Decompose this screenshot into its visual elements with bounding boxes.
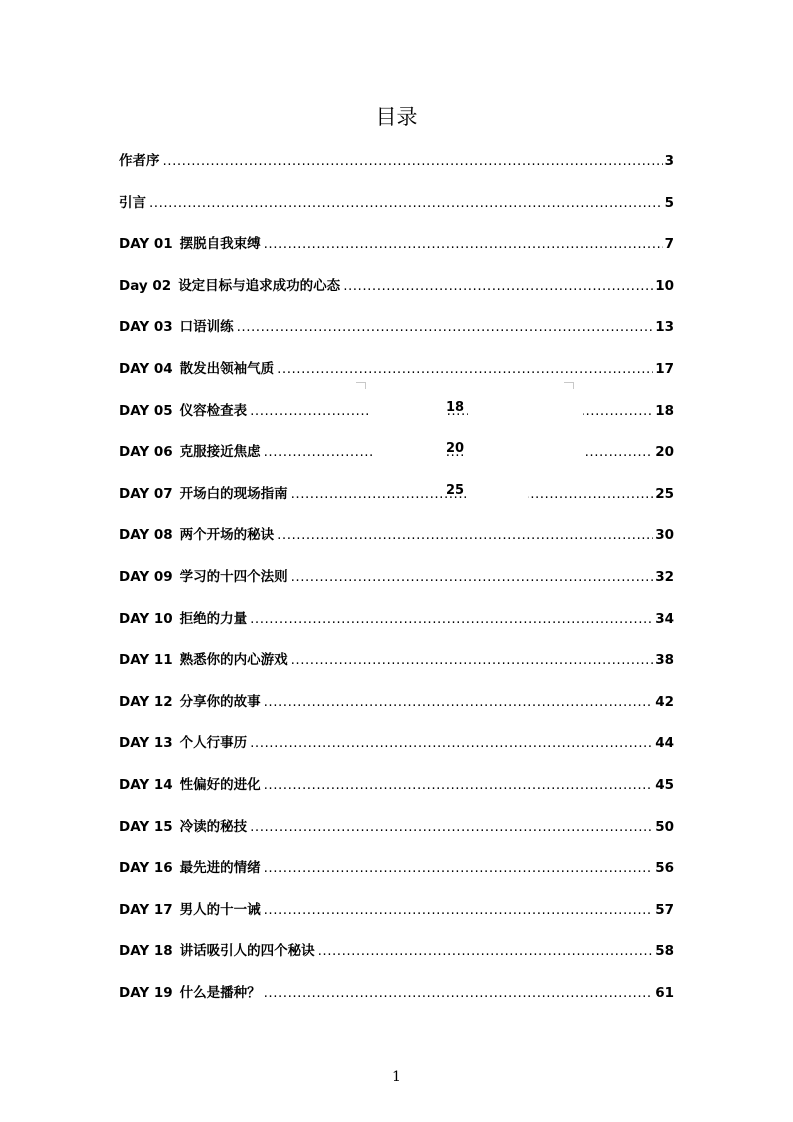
toc-dot-leader <box>291 564 654 590</box>
toc-entry-page: 18 <box>655 402 674 419</box>
toc-entry[interactable] <box>119 314 674 356</box>
stray-page-number: 20 <box>446 441 465 456</box>
toc-entry-day: DAY 10 <box>119 610 173 627</box>
toc-entry[interactable] <box>119 938 674 980</box>
toc-entry-title: 口语训练 <box>179 319 234 336</box>
toc-entry-day: DAY 14 <box>119 776 173 793</box>
toc-entry-title: 两个开场的秘诀 <box>179 527 275 544</box>
toc-entry-page: 20 <box>655 444 674 461</box>
table-of-contents <box>119 148 674 1021</box>
toc-dot-leader <box>163 148 663 174</box>
toc-entry-page: 56 <box>655 860 674 877</box>
page-number: 1 <box>392 1069 401 1085</box>
toc-entry-title: 设定目标与追求成功的心态 <box>178 277 341 294</box>
scan-artifact-patch <box>374 440 446 462</box>
toc-entry-page: 58 <box>655 943 674 960</box>
toc-entry-page: 3 <box>664 153 674 169</box>
toc-entry-title: 拒绝的力量 <box>179 610 248 627</box>
toc-dot-leader <box>318 938 654 964</box>
toc-entry-page: 61 <box>655 984 674 1001</box>
toc-entry-day: DAY 16 <box>119 860 173 877</box>
toc-entry-page: 42 <box>655 693 674 710</box>
scan-artifact-mark <box>564 382 574 383</box>
toc-entry-page: 34 <box>655 610 674 627</box>
scan-artifact-patch <box>468 396 583 424</box>
toc-entry-day: DAY 03 <box>119 319 173 336</box>
toc-entry-day: Day 02 <box>119 277 172 294</box>
toc-entry-title: 作者序 <box>119 153 160 169</box>
scan-artifact-patch <box>466 436 584 464</box>
toc-entry-title: 仪容检查表 <box>179 402 248 419</box>
toc-entry-day: DAY 04 <box>119 360 173 377</box>
toc-entry-page: 25 <box>655 485 674 502</box>
toc-entry-page: 44 <box>655 735 674 752</box>
toc-entry[interactable] <box>119 730 674 772</box>
toc-entry[interactable] <box>119 814 674 856</box>
toc-entry[interactable] <box>119 231 674 273</box>
toc-entry[interactable] <box>119 772 674 814</box>
toc-dot-leader <box>250 606 653 632</box>
scan-artifact-patch <box>368 374 580 398</box>
toc-entry-day: DAY 09 <box>119 568 173 585</box>
toc-entry-page: 17 <box>655 360 674 377</box>
toc-dot-leader <box>237 314 654 340</box>
stray-page-number: 25 <box>446 483 465 498</box>
toc-entry[interactable] <box>119 190 674 232</box>
toc-entry[interactable] <box>119 647 674 689</box>
toc-dot-leader <box>264 231 663 257</box>
toc-entry-day: DAY 11 <box>119 652 173 669</box>
toc-entry-day: DAY 12 <box>119 693 173 710</box>
toc-entry[interactable] <box>119 689 674 731</box>
toc-entry[interactable] <box>119 606 674 648</box>
toc-dot-leader <box>343 273 653 299</box>
toc-entry-title: 性偏好的进化 <box>179 776 261 793</box>
page-title: 目录 <box>375 105 418 129</box>
toc-entry[interactable] <box>119 148 674 190</box>
toc-entry-title: 个人行事历 <box>179 735 248 752</box>
toc-entry-title: 什么是播种？ <box>179 984 261 1001</box>
toc-dot-leader <box>250 730 653 756</box>
scan-artifact-patch <box>368 400 448 422</box>
toc-entry-title: 散发出领袖气质 <box>179 360 275 377</box>
toc-entry-title: 克服接近焦虑 <box>179 444 261 461</box>
toc-entry[interactable] <box>119 564 674 606</box>
scan-artifact-patch <box>468 480 528 504</box>
toc-entry-page: 10 <box>655 277 674 294</box>
toc-entry-title: 学习的十四个法则 <box>179 568 288 585</box>
toc-entry[interactable] <box>119 273 674 315</box>
toc-entry-day: DAY 18 <box>119 943 173 960</box>
toc-entry-page: 32 <box>655 568 674 585</box>
toc-dot-leader <box>250 814 653 840</box>
toc-entry[interactable] <box>119 481 674 523</box>
toc-entry-page: 5 <box>664 194 674 211</box>
scan-artifact-mark <box>356 382 366 383</box>
toc-entry-page: 57 <box>655 901 674 918</box>
toc-entry[interactable] <box>119 522 674 564</box>
toc-entry-title: 引言 <box>119 194 146 211</box>
toc-entry-day: DAY 01 <box>119 236 173 253</box>
toc-dot-leader <box>264 855 654 881</box>
toc-dot-leader <box>264 980 654 1006</box>
toc-entry-day: DAY 19 <box>119 984 173 1001</box>
toc-entry[interactable] <box>119 897 674 939</box>
toc-entry[interactable] <box>119 855 674 897</box>
toc-dot-leader <box>291 647 654 673</box>
toc-entry[interactable] <box>119 980 674 1022</box>
toc-entry-title: 最先进的情绪 <box>179 860 261 877</box>
toc-entry-title: 分享你的故事 <box>179 693 261 710</box>
toc-entry-day: DAY 13 <box>119 735 173 752</box>
stray-page-number: 18 <box>446 400 465 415</box>
toc-entry-title: 男人的十一诫 <box>179 901 261 918</box>
toc-entry-page: 38 <box>655 652 674 669</box>
toc-entry-page: 50 <box>655 818 674 835</box>
toc-entry-page: 13 <box>655 319 674 336</box>
toc-dot-leader <box>264 772 654 798</box>
toc-entry-title: 摆脱自我束缚 <box>179 236 261 253</box>
toc-entry-title: 开场白的现场指南 <box>179 485 288 502</box>
toc-dot-leader <box>277 522 653 548</box>
toc-entry-day: DAY 05 <box>119 402 173 419</box>
toc-entry-title: 冷读的秘技 <box>179 818 248 835</box>
toc-entry-day: DAY 06 <box>119 444 173 461</box>
toc-entry-title: 讲话吸引人的四个秘诀 <box>179 943 315 960</box>
toc-entry-page: 30 <box>655 527 674 544</box>
toc-entry-day: DAY 07 <box>119 485 173 502</box>
toc-dot-leader <box>149 190 663 216</box>
toc-dot-leader <box>264 897 654 923</box>
toc-entry-day: DAY 08 <box>119 527 173 544</box>
toc-entry-page: 45 <box>655 776 674 793</box>
toc-entry-day: DAY 17 <box>119 901 173 918</box>
toc-entry-page: 7 <box>664 236 674 253</box>
toc-entry-day: DAY 15 <box>119 818 173 835</box>
toc-entry-title: 熟悉你的内心游戏 <box>179 652 288 669</box>
toc-dot-leader <box>264 689 654 715</box>
